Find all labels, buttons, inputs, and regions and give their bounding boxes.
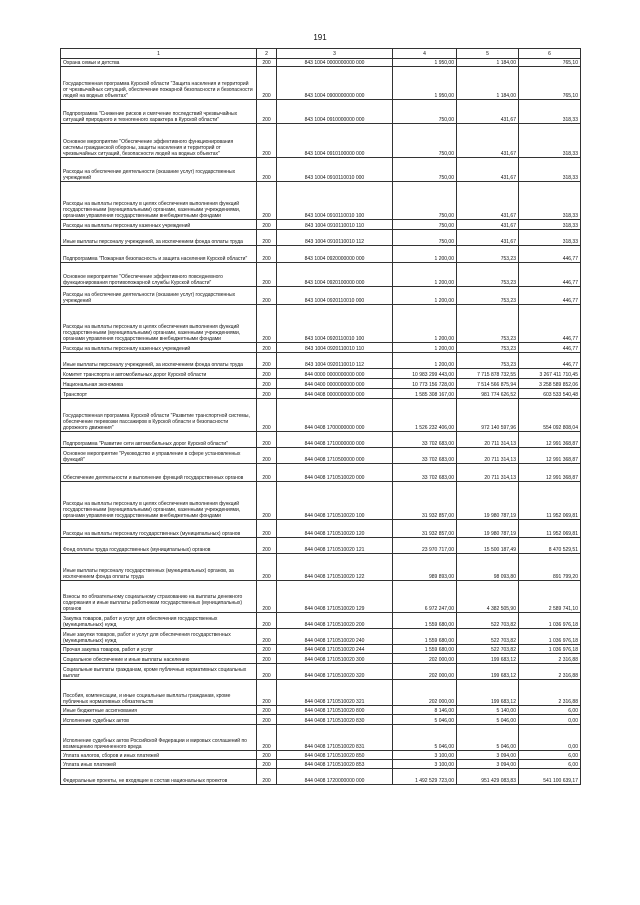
table-row	[61, 769, 581, 785]
row-plan: 1 200,00	[393, 287, 457, 305]
table-row	[61, 554, 581, 581]
row-plan: 5 046,00	[393, 715, 457, 725]
row-kbk: 844 0408 1710510020 830	[277, 715, 393, 725]
row-plan: 10 773 156 728,00	[393, 379, 457, 389]
row-plan: 750,00	[393, 230, 457, 246]
table-row	[61, 751, 581, 760]
row-exec: 5 046,00	[457, 715, 519, 725]
row-kbk: 844 0408 1710510020 321	[277, 680, 393, 706]
row-name: Государственная программа Курской области "Защита населения и территорий от чрезвычайных ситуаций, обеспечение пожарной безопасности и безопасности людей на водных объектах"	[61, 67, 257, 100]
row-plan: 1 200,00	[393, 305, 457, 343]
row-plan: 33 702 683,00	[393, 464, 457, 482]
row-exec: 1 184,00	[457, 67, 519, 100]
row-rest: 554 092 808,04	[519, 399, 581, 432]
table-row	[61, 369, 581, 379]
row-rest: 2 316,88	[519, 664, 581, 680]
table-row	[61, 287, 581, 305]
row-code: 200	[257, 399, 277, 432]
row-kbk: 844 0408 1710500000 000	[277, 448, 393, 464]
row-code: 200	[257, 760, 277, 769]
row-rest: 891 799,20	[519, 554, 581, 581]
table-row	[61, 220, 581, 230]
row-kbk: 843 1004 0910100000 000	[277, 124, 393, 158]
row-kbk: 844 0408 1700000000 000	[277, 399, 393, 432]
row-plan: 1 200,00	[393, 343, 457, 353]
row-exec: 5 046,00	[457, 725, 519, 751]
row-kbk: 843 1004 0000000000 000	[277, 59, 393, 67]
row-name: Государственная программа Курской области "Развитие транспортной системы, обеспечение перевозки пассажиров в Курской области и безопасности дорожного движения"	[61, 399, 257, 432]
row-rest: 11 952 069,81	[519, 482, 581, 520]
row-kbk: 843 1004 0920110010 110	[277, 343, 393, 353]
table-row	[61, 654, 581, 664]
row-exec: 753,23	[457, 305, 519, 343]
row-kbk: 844 0408 1710510020 122	[277, 554, 393, 581]
row-plan: 202 000,00	[393, 654, 457, 664]
row-plan: 1 559 680,00	[393, 629, 457, 645]
row-name: Расходы на выплаты персоналу государственных (муниципальных) органов	[61, 520, 257, 538]
row-code: 200	[257, 353, 277, 369]
row-kbk: 843 1004 0910110010 112	[277, 230, 393, 246]
row-name: Основное мероприятие "Обеспечение эффективного функционирования системы гражданской обороны, защиты населения и территорий от чрезвычайных ситуаций, безопасности людей на водных объектах"	[61, 124, 257, 158]
header-cell: 2	[257, 49, 277, 59]
row-kbk: 843 1004 0920000000 000	[277, 246, 393, 263]
row-exec: 753,23	[457, 246, 519, 263]
row-exec: 753,23	[457, 263, 519, 287]
table-row	[61, 482, 581, 520]
row-plan: 5 046,00	[393, 725, 457, 751]
row-code: 200	[257, 769, 277, 785]
row-name: Расходы на выплаты персоналу казенных учреждений	[61, 343, 257, 353]
row-code: 200	[257, 432, 277, 448]
header-cell: 6	[519, 49, 581, 59]
row-exec: 972 140 597,96	[457, 399, 519, 432]
row-code: 200	[257, 751, 277, 760]
row-plan: 1 559 680,00	[393, 613, 457, 629]
table-row	[61, 520, 581, 538]
row-exec: 199 683,12	[457, 654, 519, 664]
row-code: 200	[257, 680, 277, 706]
row-kbk: 844 0408 1710510020 850	[277, 751, 393, 760]
row-exec: 1 184,00	[457, 59, 519, 67]
row-plan: 31 932 857,00	[393, 482, 457, 520]
row-name: Пособия, компенсации, и иные социальные выплаты гражданам, кроме публичных нормативных обязательств	[61, 680, 257, 706]
row-name: Транспорт	[61, 389, 257, 399]
row-plan: 1 200,00	[393, 246, 457, 263]
row-kbk: 844 0400 0000000000 000	[277, 379, 393, 389]
table-row	[61, 760, 581, 769]
row-kbk: 844 0408 1710510020 100	[277, 482, 393, 520]
row-exec: 753,23	[457, 353, 519, 369]
page-number: 191	[313, 33, 327, 42]
row-exec: 7 514 566 875,94	[457, 379, 519, 389]
table-row	[61, 581, 581, 613]
row-plan: 6 972 247,00	[393, 581, 457, 613]
row-rest: 6,00	[519, 706, 581, 715]
row-code: 200	[257, 706, 277, 715]
row-plan: 202 000,00	[393, 664, 457, 680]
table-row	[61, 246, 581, 263]
budget-table	[60, 48, 581, 785]
row-name: Национальная экономика	[61, 379, 257, 389]
row-kbk: 844 0408 1710510020 240	[277, 629, 393, 645]
header-cell: 5	[457, 49, 519, 59]
row-code: 200	[257, 725, 277, 751]
row-name: Взносы по обязательному социальному страхованию на выплаты денежного содержания и иные выплаты работникам государственных (муниципальных) органов	[61, 581, 257, 613]
row-rest: 446,77	[519, 287, 581, 305]
row-kbk: 843 1004 0910110010 100	[277, 182, 393, 220]
row-kbk: 843 1004 0910110010 110	[277, 220, 393, 230]
row-rest: 1 036 976,18	[519, 613, 581, 629]
row-rest: 1 036 976,18	[519, 629, 581, 645]
row-name: Расходы на обеспечение деятельности (оказание услуг) государственных учреждений	[61, 158, 257, 182]
table-row	[61, 353, 581, 369]
row-name: Комитет транспорта и автомобильных дорог Курской области	[61, 369, 257, 379]
row-kbk: 844 0408 1710510020 853	[277, 760, 393, 769]
row-code: 200	[257, 389, 277, 399]
table-row	[61, 389, 581, 399]
row-kbk: 844 0408 1710000000 000	[277, 432, 393, 448]
row-name: Расходы на выплаты персоналу казенных учреждений	[61, 220, 257, 230]
row-rest: 446,77	[519, 263, 581, 287]
row-exec: 5 140,00	[457, 706, 519, 715]
row-name: Основное мероприятие "Руководство и управление в сфере установленных функций"	[61, 448, 257, 464]
row-name: Расходы на обеспечение деятельности (оказание услуг) государственных учреждений	[61, 287, 257, 305]
row-rest: 446,77	[519, 353, 581, 369]
row-plan: 3 100,00	[393, 760, 457, 769]
row-name: Расходы на выплаты персоналу в целях обеспечения выполнения функций государственными (муниципальными) органами, казенными учреждениями, органами управления государственными внебюджетными фондами	[61, 182, 257, 220]
row-code: 200	[257, 520, 277, 538]
table-row	[61, 725, 581, 751]
row-plan: 1 200,00	[393, 263, 457, 287]
row-name: Социальное обеспечение и иные выплаты населению	[61, 654, 257, 664]
row-code: 200	[257, 100, 277, 124]
row-name: Подпрограмма "Развитие сети автомобильных дорог Курской области"	[61, 432, 257, 448]
row-exec: 7 715 878 732,55	[457, 369, 519, 379]
row-name: Иные закупки товаров, работ и услуг для обеспечения государственных (муниципальных) нужд	[61, 629, 257, 645]
row-rest: 318,33	[519, 100, 581, 124]
row-code: 200	[257, 158, 277, 182]
table-row	[61, 100, 581, 124]
row-kbk: 843 1004 0900000000 000	[277, 67, 393, 100]
row-name: Подпрограмма "Пожарная безопасность и защита населения Курской области"	[61, 246, 257, 263]
table-row	[61, 432, 581, 448]
row-name: Обеспечение деятельности и выполнение функций государственных органов	[61, 464, 257, 482]
row-exec: 19 980 787,19	[457, 520, 519, 538]
row-rest: 603 533 540,48	[519, 389, 581, 399]
row-kbk: 844 0408 0000000000 000	[277, 389, 393, 399]
row-rest: 318,33	[519, 220, 581, 230]
row-rest: 2 316,88	[519, 680, 581, 706]
row-plan: 989 893,00	[393, 554, 457, 581]
row-code: 200	[257, 482, 277, 520]
row-rest: 8 470 529,51	[519, 538, 581, 554]
row-exec: 522 703,82	[457, 645, 519, 654]
row-name: Уплата иных платежей	[61, 760, 257, 769]
row-exec: 3 094,00	[457, 760, 519, 769]
table-row	[61, 715, 581, 725]
header-row	[61, 49, 581, 59]
table-row	[61, 448, 581, 464]
row-plan: 3 100,00	[393, 751, 457, 760]
row-rest: 11 952 069,81	[519, 520, 581, 538]
header-cell: 4	[393, 49, 457, 59]
row-plan: 8 146,00	[393, 706, 457, 715]
row-code: 200	[257, 220, 277, 230]
row-exec: 431,67	[457, 100, 519, 124]
row-code: 200	[257, 554, 277, 581]
row-code: 200	[257, 246, 277, 263]
table-row	[61, 305, 581, 343]
row-exec: 20 711 314,13	[457, 432, 519, 448]
row-code: 200	[257, 343, 277, 353]
row-exec: 753,23	[457, 287, 519, 305]
row-code: 200	[257, 263, 277, 287]
row-kbk: 843 1004 0920100000 000	[277, 263, 393, 287]
table-row	[61, 664, 581, 680]
row-rest: 318,33	[519, 124, 581, 158]
row-code: 200	[257, 379, 277, 389]
row-plan: 33 702 683,00	[393, 448, 457, 464]
row-name: Иные бюджетные ассигнования	[61, 706, 257, 715]
table-row	[61, 538, 581, 554]
row-rest: 0,00	[519, 725, 581, 751]
row-kbk: 843 1004 0920110010 100	[277, 305, 393, 343]
table-row	[61, 67, 581, 100]
row-exec: 15 500 187,49	[457, 538, 519, 554]
header-cell: 3	[277, 49, 393, 59]
table-row	[61, 706, 581, 715]
row-exec: 20 711 314,13	[457, 464, 519, 482]
row-rest: 6,00	[519, 760, 581, 769]
row-rest: 318,33	[519, 182, 581, 220]
row-kbk: 844 0408 1710510020 800	[277, 706, 393, 715]
table-row	[61, 263, 581, 287]
row-exec: 431,67	[457, 124, 519, 158]
table-row	[61, 613, 581, 629]
row-rest: 765,10	[519, 67, 581, 100]
row-name: Иные выплаты персоналу учреждений, за исключением фонда оплаты труда	[61, 353, 257, 369]
row-name: Расходы на выплаты персоналу в целях обеспечения выполнения функций государственными (муниципальными) органами, казенными учреждениями, органами управления государственными внебюджетными фондами	[61, 305, 257, 343]
table-row	[61, 379, 581, 389]
row-kbk: 843 1004 0920110010 112	[277, 353, 393, 369]
row-code: 200	[257, 581, 277, 613]
row-name: Закупка товаров, работ и услуг для обеспечения государственных (муниципальных) нужд	[61, 613, 257, 629]
row-exec: 431,67	[457, 230, 519, 246]
row-plan: 750,00	[393, 158, 457, 182]
row-kbk: 844 0408 1710510020 121	[277, 538, 393, 554]
table-row	[61, 158, 581, 182]
row-code: 200	[257, 182, 277, 220]
row-kbk: 844 0408 1710510020 000	[277, 464, 393, 482]
row-rest: 2 316,88	[519, 654, 581, 664]
row-name: Исполнение судебных актов	[61, 715, 257, 725]
row-rest: 12 991 368,87	[519, 432, 581, 448]
row-code: 200	[257, 287, 277, 305]
row-name: Охрана семьи и детства	[61, 59, 257, 67]
row-plan: 750,00	[393, 182, 457, 220]
row-name: Исполнение судебных актов Российской Федерации и мировых соглашений по возмещению причиненного вреда	[61, 725, 257, 751]
row-plan: 1 559 680,00	[393, 645, 457, 654]
row-kbk: 844 0408 1710510020 320	[277, 664, 393, 680]
row-kbk: 844 0408 1710510020 244	[277, 645, 393, 654]
row-kbk: 844 0408 1710510020 120	[277, 520, 393, 538]
table-row	[61, 182, 581, 220]
table-row	[61, 645, 581, 654]
row-name: Иные выплаты персоналу государственных (муниципальных) органов, за исключением фонда оплаты труда	[61, 554, 257, 581]
row-kbk: 844 0408 1710510020 300	[277, 654, 393, 664]
row-name: Уплата налогов, сборов и иных платежей	[61, 751, 257, 760]
row-exec: 3 094,00	[457, 751, 519, 760]
table-row	[61, 124, 581, 158]
row-code: 200	[257, 629, 277, 645]
table-row	[61, 399, 581, 432]
row-exec: 431,67	[457, 158, 519, 182]
row-exec: 951 429 083,83	[457, 769, 519, 785]
row-plan: 750,00	[393, 220, 457, 230]
table-row	[61, 680, 581, 706]
row-plan: 202 000,00	[393, 680, 457, 706]
header-cell: 1	[61, 49, 257, 59]
row-kbk: 844 0408 1710510020 129	[277, 581, 393, 613]
table-row	[61, 464, 581, 482]
row-rest: 3 267 411 710,45	[519, 369, 581, 379]
row-name: Расходы на выплаты персоналу в целях обеспечения выполнения функций государственными (муниципальными) органами, казенными учреждениями, органами управления государственными внебюджетными фондами	[61, 482, 257, 520]
row-rest: 1 036 976,18	[519, 645, 581, 654]
row-plan: 33 702 683,00	[393, 432, 457, 448]
table-row	[61, 59, 581, 67]
row-code: 200	[257, 538, 277, 554]
row-code: 200	[257, 645, 277, 654]
row-plan: 1 200,00	[393, 353, 457, 369]
row-plan: 1 950,00	[393, 59, 457, 67]
row-exec: 199 683,12	[457, 664, 519, 680]
row-name: Иные выплаты персоналу учреждений, за исключением фонда оплаты труда	[61, 230, 257, 246]
row-rest: 541 100 639,17	[519, 769, 581, 785]
table-body	[61, 59, 581, 785]
row-exec: 522 703,82	[457, 629, 519, 645]
row-exec: 753,23	[457, 343, 519, 353]
row-name: Фонд оплаты труда государственных (муниципальных) органов	[61, 538, 257, 554]
row-code: 200	[257, 715, 277, 725]
row-exec: 522 703,82	[457, 613, 519, 629]
row-plan: 23 970 717,00	[393, 538, 457, 554]
row-exec: 20 711 314,13	[457, 448, 519, 464]
row-rest: 446,77	[519, 343, 581, 353]
table-row	[61, 343, 581, 353]
row-plan: 1 950,00	[393, 67, 457, 100]
table-row	[61, 629, 581, 645]
row-exec: 431,67	[457, 220, 519, 230]
row-exec: 98 093,80	[457, 554, 519, 581]
row-name: Социальные выплаты гражданам, кроме публичных нормативных социальных выплат	[61, 664, 257, 680]
row-code: 200	[257, 369, 277, 379]
row-rest: 6,00	[519, 751, 581, 760]
row-exec: 199 683,12	[457, 680, 519, 706]
row-code: 200	[257, 59, 277, 67]
row-exec: 19 980 787,19	[457, 482, 519, 520]
row-code: 200	[257, 230, 277, 246]
row-kbk: 844 0408 1710510020 200	[277, 613, 393, 629]
row-kbk: 843 1004 0910000000 000	[277, 100, 393, 124]
row-kbk: 844 0000 0000000000 000	[277, 369, 393, 379]
row-exec: 981 774 626,52	[457, 389, 519, 399]
row-code: 200	[257, 305, 277, 343]
row-plan: 750,00	[393, 100, 457, 124]
row-code: 200	[257, 67, 277, 100]
row-kbk: 844 0408 1710510020 831	[277, 725, 393, 751]
row-kbk: 843 1004 0910110010 000	[277, 158, 393, 182]
row-plan: 1 585 308 167,00	[393, 389, 457, 399]
row-plan: 31 932 857,00	[393, 520, 457, 538]
row-rest: 12 991 368,87	[519, 448, 581, 464]
row-kbk: 844 0408 1720000000 000	[277, 769, 393, 785]
row-name: Подпрограмма "Снижение рисков и смягчение последствий чрезвычайных ситуаций природного и техногенного характера в Курской области"	[61, 100, 257, 124]
row-rest: 2 589 741,10	[519, 581, 581, 613]
row-code: 200	[257, 464, 277, 482]
row-plan: 10 983 299 443,00	[393, 369, 457, 379]
row-code: 200	[257, 448, 277, 464]
row-code: 200	[257, 613, 277, 629]
row-name: Федеральные проекты, не входящие в состав национальных проектов	[61, 769, 257, 785]
row-rest: 446,77	[519, 246, 581, 263]
row-rest: 3 258 589 852,06	[519, 379, 581, 389]
row-code: 200	[257, 124, 277, 158]
row-rest: 765,10	[519, 59, 581, 67]
row-code: 200	[257, 664, 277, 680]
row-rest: 318,33	[519, 158, 581, 182]
row-plan: 1 492 529 723,00	[393, 769, 457, 785]
row-rest: 318,33	[519, 230, 581, 246]
row-plan: 750,00	[393, 124, 457, 158]
row-kbk: 843 1004 0920110010 000	[277, 287, 393, 305]
row-rest: 12 991 368,87	[519, 464, 581, 482]
row-name: Прочая закупка товаров, работ и услуг	[61, 645, 257, 654]
table-row	[61, 230, 581, 246]
row-exec: 4 382 505,90	[457, 581, 519, 613]
row-exec: 431,67	[457, 182, 519, 220]
row-rest: 0,00	[519, 715, 581, 725]
row-plan: 1 526 232 406,00	[393, 399, 457, 432]
row-name: Основное мероприятие "Обеспечение эффективного повседневного функционирования противопожарной службы Курской области"	[61, 263, 257, 287]
row-rest: 446,77	[519, 305, 581, 343]
row-code: 200	[257, 654, 277, 664]
